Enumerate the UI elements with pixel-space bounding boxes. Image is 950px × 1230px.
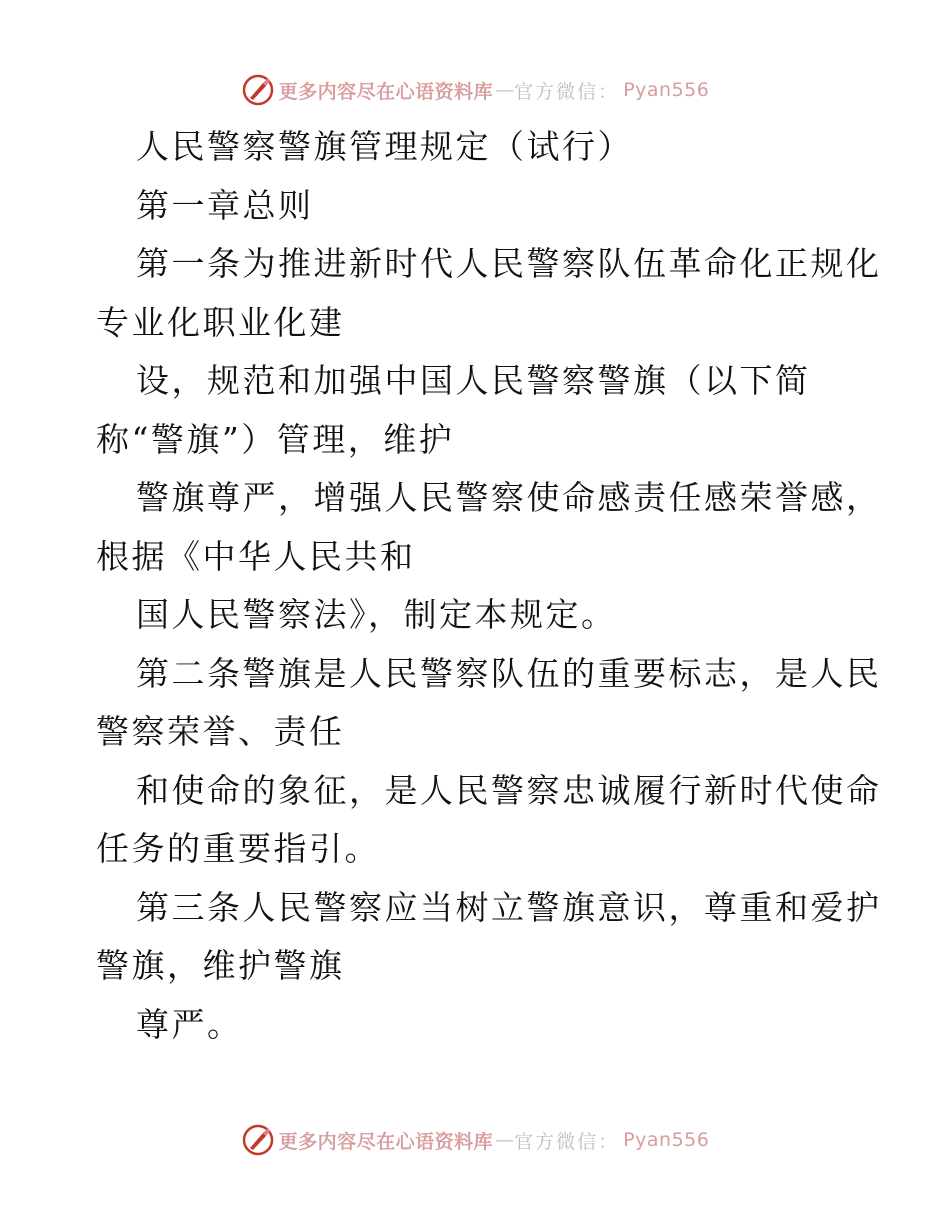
- paragraph-line: 国人民警察法》，制定本规定。: [136, 595, 617, 634]
- pen-logo-icon: [241, 73, 275, 107]
- paragraph-line: 警察荣誉、责任: [96, 712, 345, 751]
- watermark-site-name: 更多内容尽在心语资料库: [278, 80, 494, 103]
- watermark-wechat-label: 官方微信：: [514, 1130, 620, 1153]
- paragraph-line: 专业化职业化建: [96, 302, 345, 342]
- watermark-footer: [0, 1120, 950, 1160]
- paragraph-line: 警旗，维护警旗: [96, 946, 345, 985]
- paragraph-line: 设，规范和加强中国人民警察警旗（以下简: [136, 361, 811, 400]
- chapter-heading: 第一章总则: [136, 185, 314, 225]
- pen-logo-icon: [241, 1123, 275, 1157]
- watermark-wechat-id: Pyan556: [623, 79, 710, 101]
- watermark-dash: —: [495, 79, 513, 101]
- doc-title: 人民警察警旗管理规定（试行）: [136, 127, 633, 166]
- paragraph-line: 和使命的象征，是人民警察忠诚履行新时代使命: [136, 770, 882, 810]
- watermark-dash: —: [495, 1129, 513, 1151]
- paragraph-line: 第三条人民警察应当树立警旗意识，尊重和爱护: [136, 887, 882, 927]
- watermark-wechat-id: Pyan556: [623, 1129, 710, 1151]
- watermark-header: [0, 70, 950, 110]
- paragraph-line: 尊严。: [136, 1004, 243, 1044]
- paragraph-line: 第二条警旗是人民警察队伍的重要标志，是人民: [136, 653, 882, 693]
- watermark-site-name: 更多内容尽在心语资料库: [278, 1130, 494, 1153]
- paragraph-line: 警旗尊严，增强人民警察使命感责任感荣誉感，: [136, 478, 882, 517]
- watermark-wechat-label: 官方微信：: [514, 80, 620, 103]
- paragraph-line: 根据《中华人民共和: [96, 536, 416, 576]
- paragraph-line: 称“警旗”）管理，维护: [96, 419, 455, 459]
- paragraph-line: 任务的重要指引。: [96, 829, 380, 868]
- document-body: [96, 118, 882, 1054]
- paragraph-line: 第一条为推进新时代人民警察队伍革命化正规化: [136, 244, 882, 283]
